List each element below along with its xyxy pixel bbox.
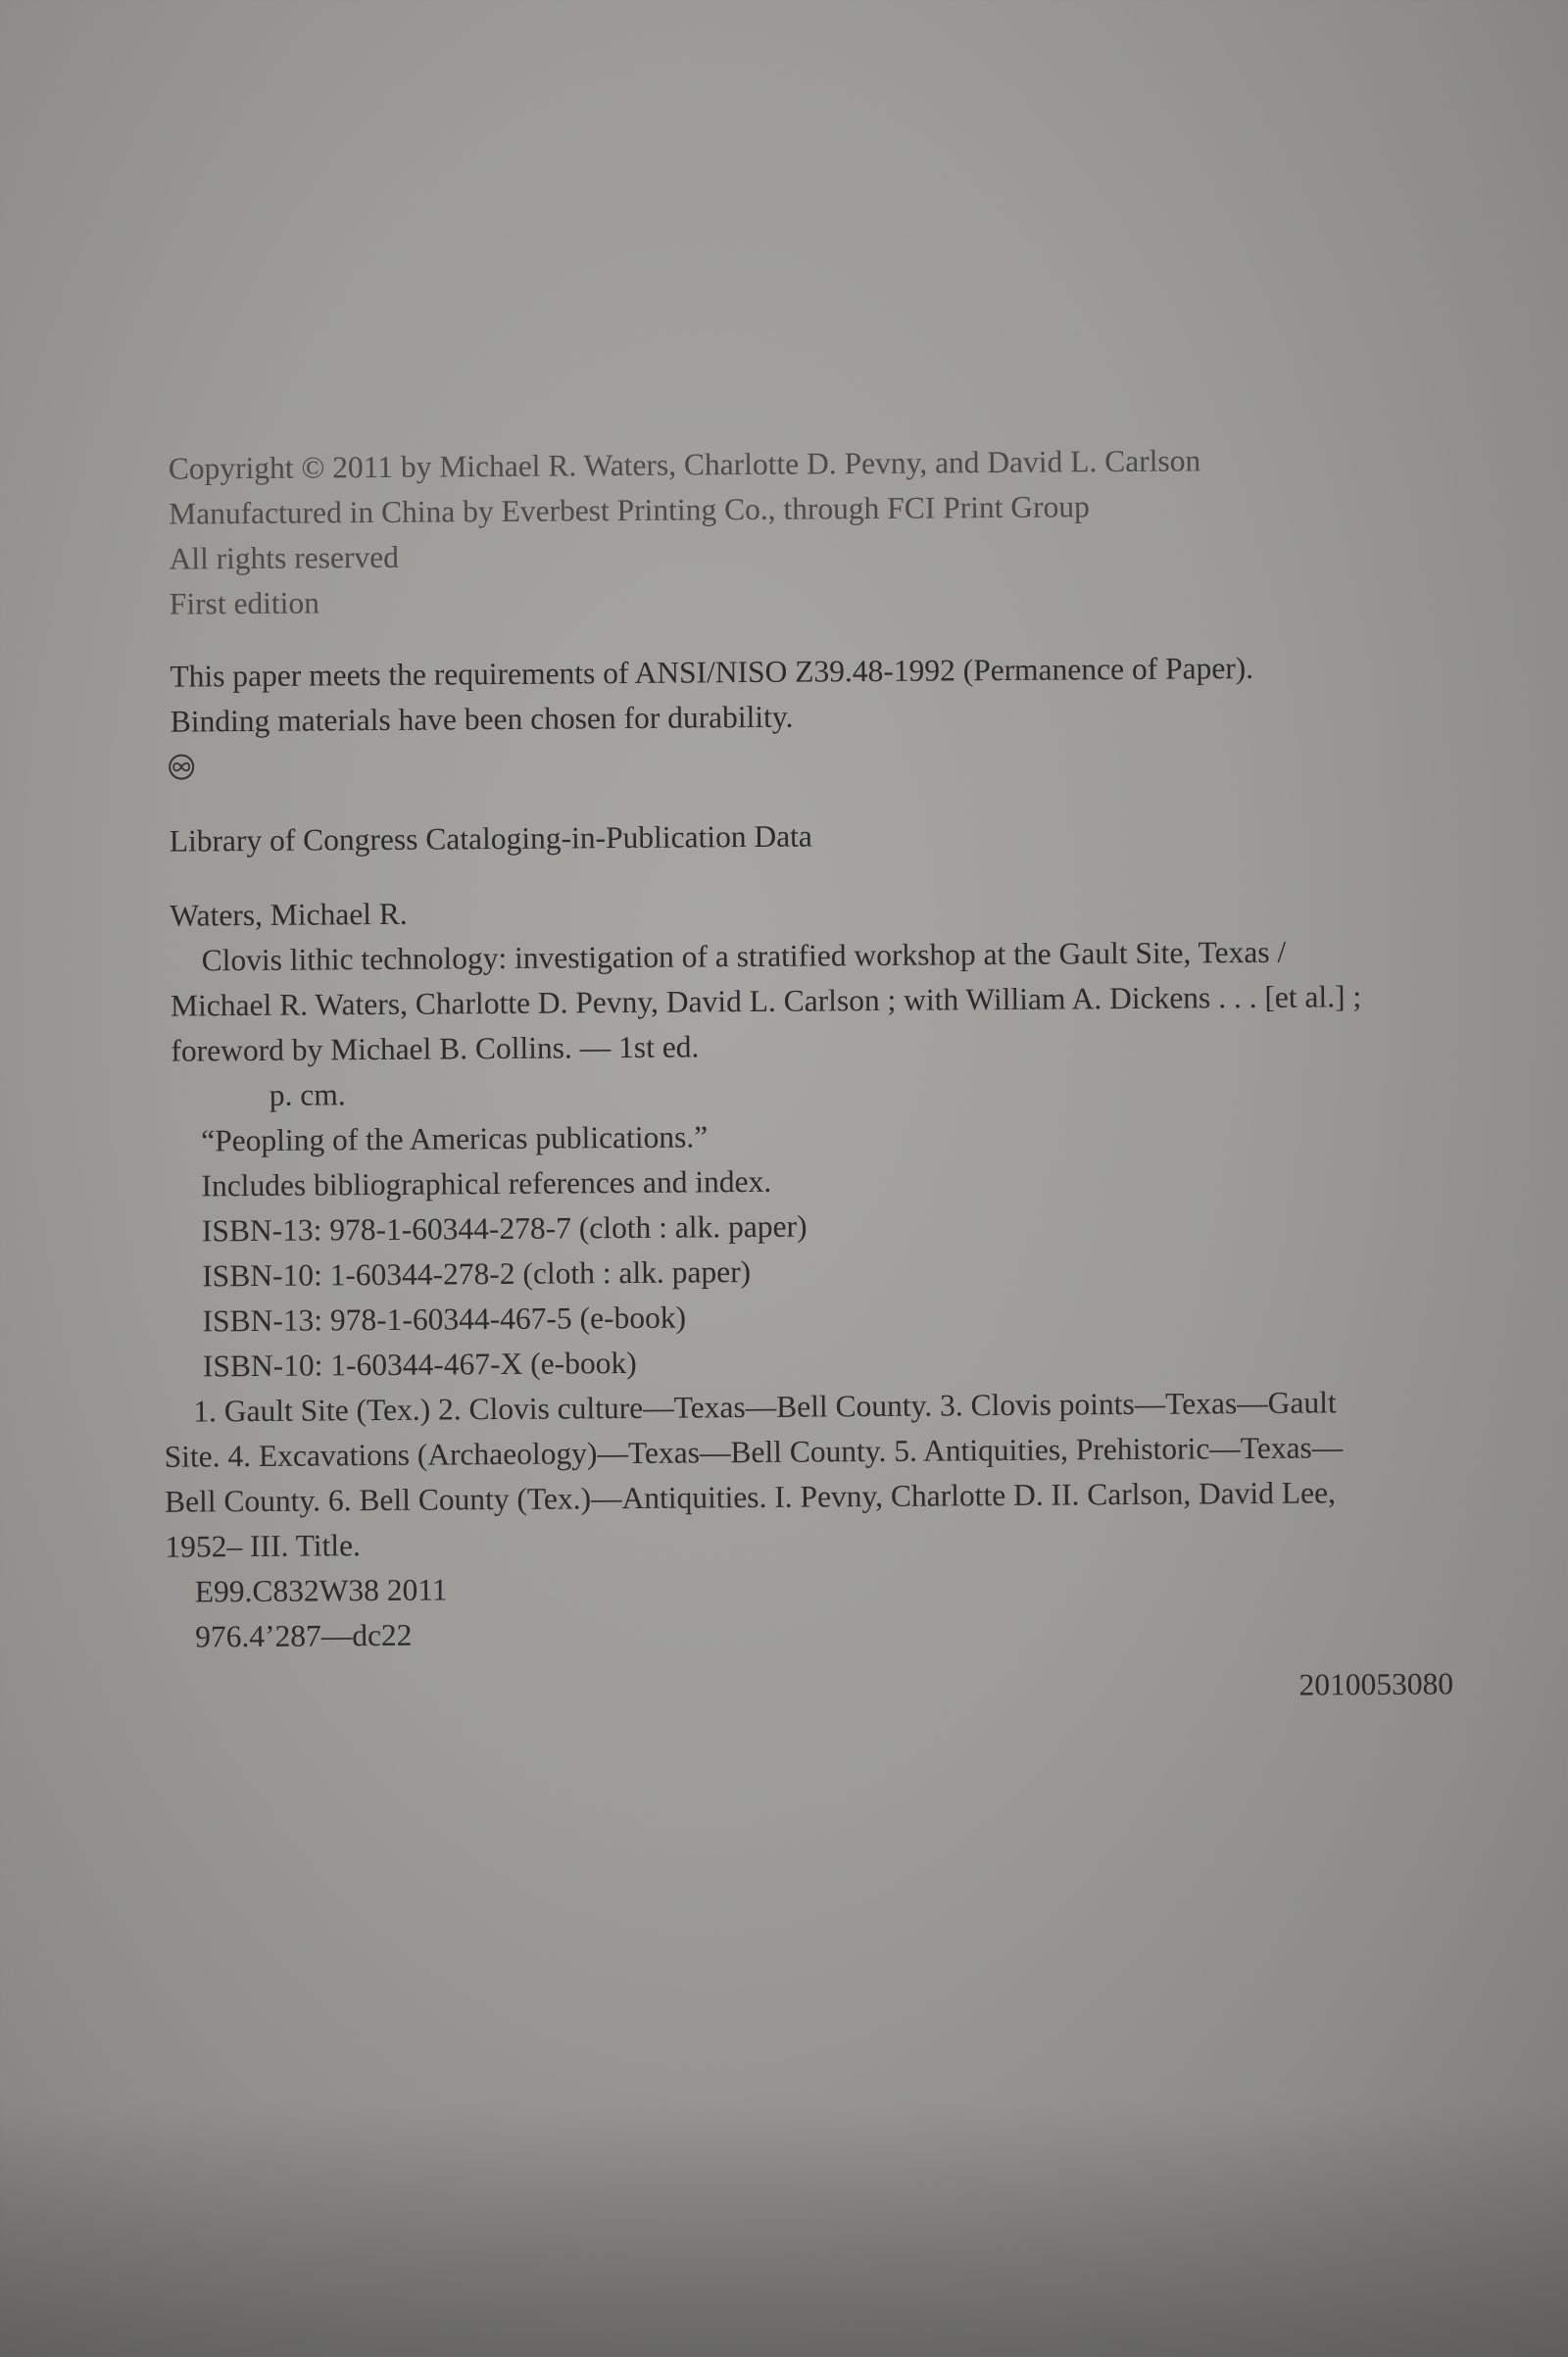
cip-line: Michael R. Waters, Charlotte D. Pevny, David L. Carlson ; with William A. Dickens . . . [et al.] ;	[170, 979, 1362, 1023]
rights-line: All rights reserved	[169, 539, 400, 576]
copyright-line: Copyright © 2011 by Michael R. Waters, Charlotte D. Pevny, and David L. Carlson	[168, 443, 1201, 486]
cip-line: “Peopling of the Americas publications.”	[201, 1119, 709, 1158]
cip-line: Clovis lithic technology: investigation of a stratified workshop at the Gault Site, Texas /	[201, 934, 1287, 978]
cip-line: ISBN-13: 978-1-60344-278-7 (cloth : alk. paper)	[201, 1208, 808, 1249]
edition-line: First edition	[169, 585, 320, 621]
binding-line: Binding materials have been chosen for durability.	[170, 699, 794, 739]
cip-line: 976.4’287—dc22	[194, 1617, 413, 1654]
cip-line: Bell County. 6. Bell County (Tex.)—Antiquities. I. Pevny, Charlotte D. II. Carlson, David Lee,	[164, 1475, 1337, 1519]
cip-line: E99.C832W38 2011	[194, 1572, 448, 1609]
cip-heading: Library of Congress Cataloging-in-Publication Data	[169, 818, 812, 859]
lccn-number: 2010053080	[1298, 1666, 1454, 1702]
cip-line: ISBN-10: 1-60344-467-X (e-book)	[202, 1345, 637, 1384]
cip-line: Site. 4. Excavations (Archaeology)—Texas—Bell County. 5. Antiquities, Prehistoric—Texas—	[164, 1430, 1344, 1474]
cip-line: Waters, Michael R.	[170, 896, 408, 933]
cip-line: 1952– III. Title.	[165, 1528, 362, 1564]
cip-line: Includes bibliographical references and index.	[201, 1163, 772, 1203]
cip-line: p. cm.	[269, 1077, 346, 1112]
cip-line: ISBN-13: 978-1-60344-467-5 (e-book)	[202, 1300, 687, 1339]
cip-line: foreword by Michael B. Collins. — 1st ed.	[171, 1029, 700, 1068]
cip-line: 1. Gault Site (Tex.) 2. Clovis culture—Texas—Bell County. 3. Clovis points—Texas—Gault	[193, 1385, 1337, 1429]
manufactured-line: Manufactured in China by Everbest Printing Co., through FCI Print Group	[168, 489, 1090, 531]
cip-line: ISBN-10: 1-60344-278-2 (cloth : alk. paper)	[202, 1254, 752, 1294]
infinity-circle-icon	[168, 753, 195, 780]
paper-requirements-line: This paper meets the requirements of ANSI/NISO Z39.48-1992 (Permanence of Paper).	[170, 650, 1254, 694]
